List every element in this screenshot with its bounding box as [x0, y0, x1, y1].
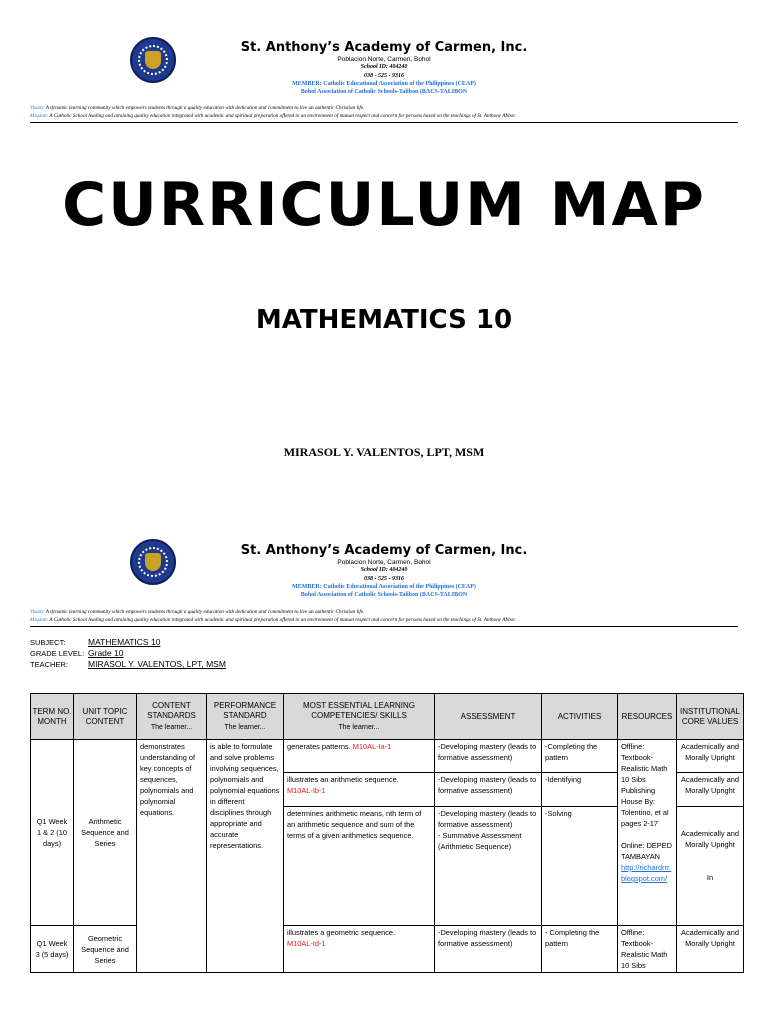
member-ceap: MEMBER: Catholic Educational Association of the Philippines (CEAP) — [292, 584, 476, 590]
header-rule — [30, 626, 738, 627]
member-bacs: Bohol Association of Catholic Schools-Talibon (BACS-TALIBON — [300, 89, 468, 95]
school-id: School ID: 404240 — [360, 64, 408, 70]
teacher-info: TEACHER: MIRASOL Y. VALENTOS, LPT, MSM — [30, 659, 226, 669]
assessment-cell: -Developing mastery (leads to formative assessment) - Summative Assessment (Arithmetic Sequence) — [435, 807, 542, 926]
grade-info: GRADE LEVEL: Grade 10 — [30, 648, 124, 658]
term-cell: Q1 Week 3 (5 days) — [31, 926, 74, 973]
resource-link[interactable]: http://richardrrr.blogspot.com/ — [621, 863, 672, 883]
curriculum-map-table — [30, 693, 744, 973]
header-term: TERM NO. MONTH — [31, 694, 74, 740]
header-core-values: INSTITUTIONAL CORE VALUES — [677, 694, 744, 740]
core-value-cell: Academically and Morally Upright In — [677, 807, 744, 926]
performance-standard-cell: is able to formulate and solve problems involving sequences, polynomials and polynomial equations in different disciplines through appropriate and accurate representations. — [207, 740, 284, 973]
header-unit: UNIT TOPIC CONTENT — [74, 694, 137, 740]
competency-cell: illustrates a geometric sequence. M10AL-Id-1 — [284, 926, 435, 973]
competency-code: M10AL-Ib-1 — [287, 786, 326, 795]
competency-code: M10AL-Id-1 — [287, 939, 326, 948]
school-address: Poblacion Norte, Carmen, Bohol — [337, 559, 431, 566]
assessment-cell: -Developing mastery (leads to formative assessment) — [435, 926, 542, 973]
competency-cell: illustrates an arithmetic sequence. M10AL-Ib-1 — [284, 773, 435, 807]
competency-cell: determines arithmetic means, nth term of an arithmetic sequence and sum of the terms of a given arithmetics sequence. — [284, 807, 435, 926]
activity-cell: - Completing the pattern — [542, 926, 618, 973]
header-activities: ACTIVITIES — [542, 694, 618, 740]
document-subtitle: MATHEMATICS 10 — [255, 305, 513, 335]
cover-teacher-name: MIRASOL Y. VALENTOS, LPT, MSM — [283, 445, 485, 459]
unit-cell: Arithmetic Sequence and Series — [74, 740, 137, 926]
header-rule — [30, 122, 738, 123]
core-value-cell: Academically and Morally Upright — [677, 740, 744, 773]
member-ceap: MEMBER: Catholic Educational Association of the Philippines (CEAP) — [292, 81, 476, 87]
document-title: CURRICULUM MAP — [62, 170, 706, 240]
resources-cell: Offline: Textbook- Realistic Math 10 Sibs Publishing House By: Tolentino, et al pages 2-17 Online: DEPED TAMBAYAN http://richardrrr.blogspot.com/ — [618, 740, 677, 926]
school-phone: 038 - 525 - 9316 — [364, 73, 404, 79]
header-resources: RESOURCES — [618, 694, 677, 740]
activity-cell: -Solving — [542, 807, 618, 926]
header-assessment: ASSESSMENT — [435, 694, 542, 740]
member-bacs: Bohol Association of Catholic Schools-Talibon (BACS-TALIBON — [300, 592, 468, 598]
vision-statement: Vision: A dynamic learning community which empowers students through a quality education with dedication and commitment to live an authentic Christian life. — [30, 105, 365, 111]
school-phone: 038 - 525 - 9316 — [364, 576, 404, 582]
unit-cell: Geometric Sequence and Series — [74, 926, 137, 973]
content-standard-cell: demonstrates understanding of key concepts of sequences, polynomials and polynomial equations. — [137, 740, 207, 973]
table-row — [31, 740, 744, 773]
core-value-cell: Academically and Morally Upright — [677, 926, 744, 973]
school-name: St. Anthony’s Academy of Carmen, Inc. — [240, 40, 528, 55]
subject-info: SUBJECT: MATHEMATICS 10 — [30, 637, 161, 647]
activity-cell: -Identifying — [542, 773, 618, 807]
table-header-row — [31, 694, 744, 740]
core-value-cell: Academically and Morally Upright — [677, 773, 744, 807]
header-content-standards: CONTENT STANDARDS The learner... — [137, 694, 207, 740]
competency-code: M10AL-Ia-1 — [352, 742, 392, 751]
header-competencies: MOST ESSENTIAL LEARNING COMPETENCIES/ SKILLS The learner... — [284, 694, 435, 740]
school-id: School ID: 404240 — [360, 567, 408, 573]
assessment-cell: -Developing mastery (leads to formative assessment) — [435, 773, 542, 807]
school-address: Poblacion Norte, Carmen, Bohol — [337, 56, 431, 63]
mission-statement: Mission: A Catholic School leading and attaining quality education integrated with academic and spiritual preparation offered in an environment of mutual respect and concern for persons based on the teachings of St. Anthony Abbot. — [30, 113, 516, 119]
mission-statement: Mission: A Catholic School leading and attaining quality education integrated with academic and spiritual preparation offered in an environment of mutual respect and concern for persons based on the teachings of St. Anthony Abbot. — [30, 617, 516, 623]
header-performance-standard: PERFORMANCE STANDARD The learner... — [207, 694, 284, 740]
competency-cell: generates patterns. M10AL-Ia-1 — [284, 740, 435, 773]
activity-cell: -Completing the pattern — [542, 740, 618, 773]
assessment-cell: -Developing mastery (leads to formative assessment) — [435, 740, 542, 773]
school-name: St. Anthony’s Academy of Carmen, Inc. — [240, 543, 528, 558]
resources-cell: Offline: Textbook- Realistic Math 10 Sibs — [618, 926, 677, 973]
term-cell: Q1 Week 1 & 2 (10 days) — [31, 740, 74, 926]
vision-statement: Vision: A dynamic learning community which empowers students through a quality education with dedication and commitment to live an authentic Christian life. — [30, 609, 365, 615]
